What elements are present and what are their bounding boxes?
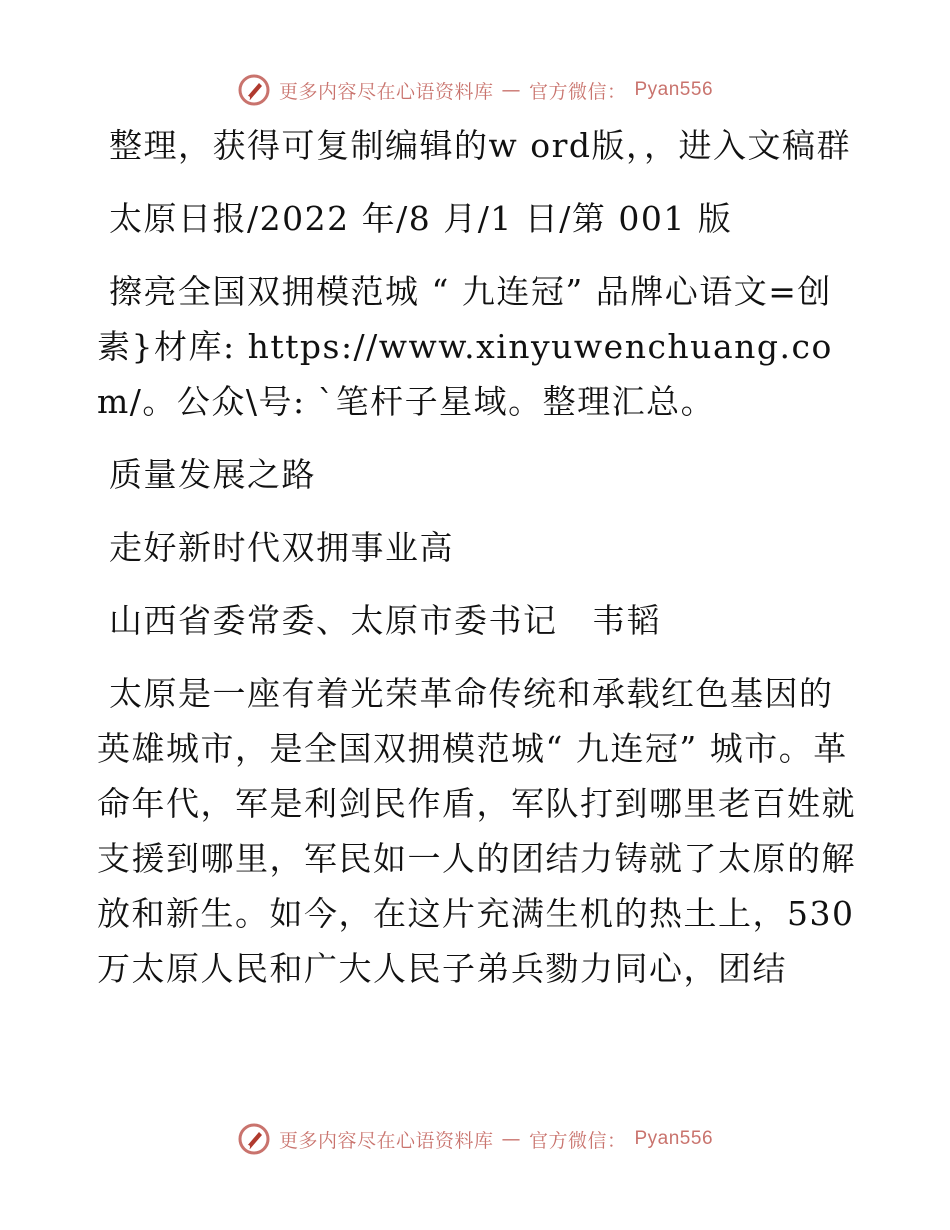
paragraph-note: 整理，获得可复制编辑的w ord版，，进入文稿群 [109,126,852,165]
header-watermark-banner [0,70,950,110]
banner-dash: — [501,79,521,101]
banner-wechat-label: 官方微信： [528,80,627,103]
banner-wechat-id: Pyan556 [634,1128,714,1149]
paragraph-headline-2: 质量发展之路 [109,455,316,494]
paragraph-headline-3: 走好新时代双拥事业高 [109,528,454,567]
paragraph-author: 山西省委常委、太原市委书记 韦韬 [109,601,661,640]
banner-wechat-id: Pyan556 [634,79,714,100]
footer-watermark-banner [0,1119,950,1159]
pen-circle-logo-icon [237,1122,271,1156]
pen-circle-logo-icon [237,73,271,107]
paragraph-source-line: 太原日报/2022 年/8 月/1 日/第 001 版 [109,199,733,238]
banner-main-text: 更多内容尽在心语资料库 [278,80,494,103]
paragraph-body: 太原是一座有着光荣革命传统和承载红色基因的英雄城市，是全国双拥模范城“ 九连冠” 城市。革命年代，军是利剑民作盾，军队打到哪里老百姓就支援到哪里，军民如一人的团结力铸就了太原的解放和新生。如今，在这片充满生机的热土上，530 万太原人民和广大人民子弟兵勠力同心，团结 [97,674,856,988]
banner-main-text: 更多内容尽在心语资料库 [278,1129,494,1152]
paragraph-headline-1: 擦亮全国双拥模范城 “ 九连冠” 品牌心语文=创素}材库: https://www.xinyuwenchuang.com/。公众\号: `笔杆子星域。整理汇总。 [97,272,833,421]
banner-dash: — [501,1128,521,1150]
document-body [97,118,857,1014]
banner-wechat-label: 官方微信： [528,1129,627,1152]
